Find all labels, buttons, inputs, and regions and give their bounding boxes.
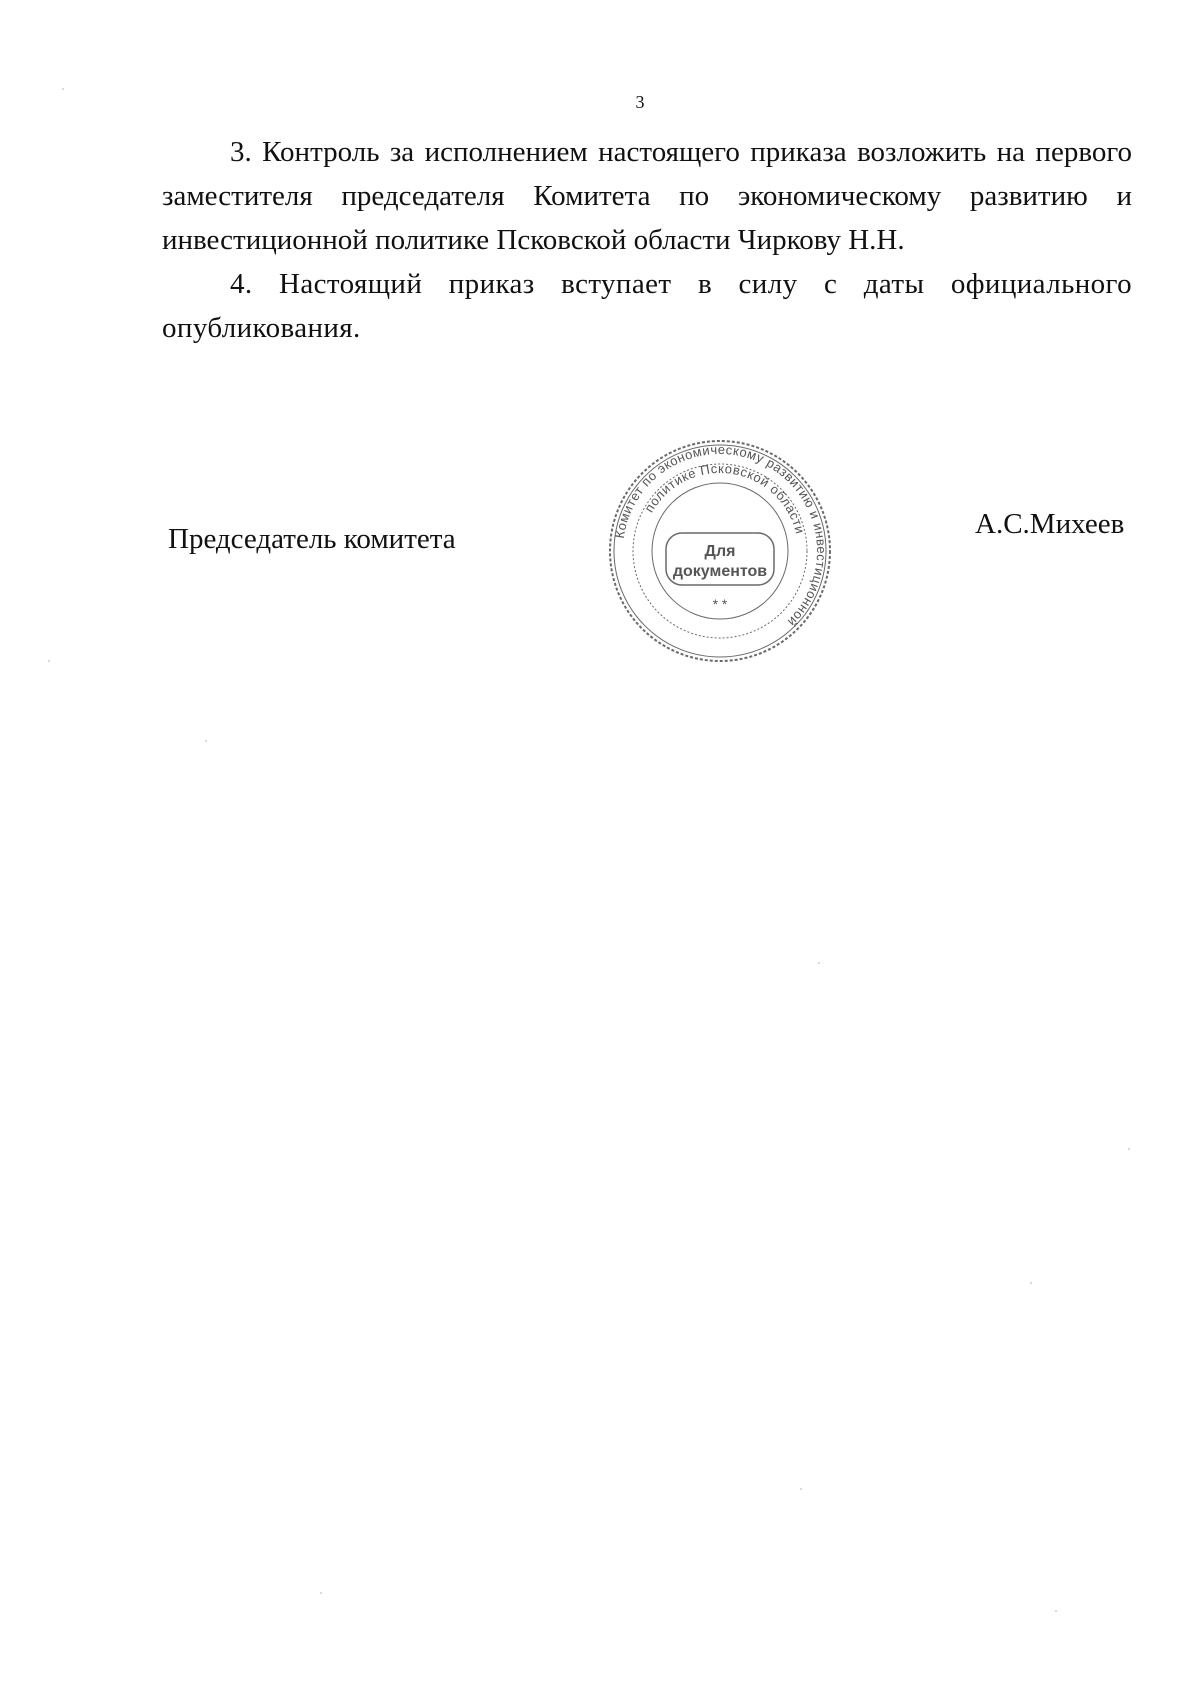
order-body (162, 130, 1132, 350)
scan-speck (1030, 1282, 1032, 1284)
paragraph-4 (162, 262, 1132, 350)
scan-speck (205, 740, 207, 742)
scan-speck (1055, 1610, 1057, 1612)
scan-speck (48, 660, 50, 662)
paragraph-4-text: 4. Настоящий приказ вступает в силу с даты официального опубликования. (162, 268, 1132, 344)
signer-title: Председатель комитета (168, 523, 456, 555)
seal-graphic (606, 437, 834, 665)
seal-center-line1: Для (704, 543, 736, 560)
official-seal-stamp (606, 437, 834, 665)
seal-center-line2: документов (672, 563, 768, 580)
seal-outer-text: Комитет по экономическому развитию и инвестиционной (611, 441, 830, 630)
signer-name: А.С.Михеев (975, 508, 1125, 540)
scan-speck (1128, 1148, 1130, 1150)
scan-speck (818, 962, 820, 964)
scan-speck (320, 1592, 322, 1594)
seal-inner-text: политике Псковской области (641, 460, 809, 536)
page-number: 3 (635, 92, 645, 112)
scan-speck (62, 88, 64, 90)
scan-speck (800, 1488, 802, 1490)
seal-bottom-marks: * * (712, 596, 728, 612)
paragraph-3 (162, 130, 1132, 262)
paragraph-3-text: 3. Контроль за исполнением настоящего приказа возложить на первого заместителя председателя Комитета по экономическому развитию и инвестиционной политике Псковской области Чиркову Н.Н. (162, 136, 1132, 256)
